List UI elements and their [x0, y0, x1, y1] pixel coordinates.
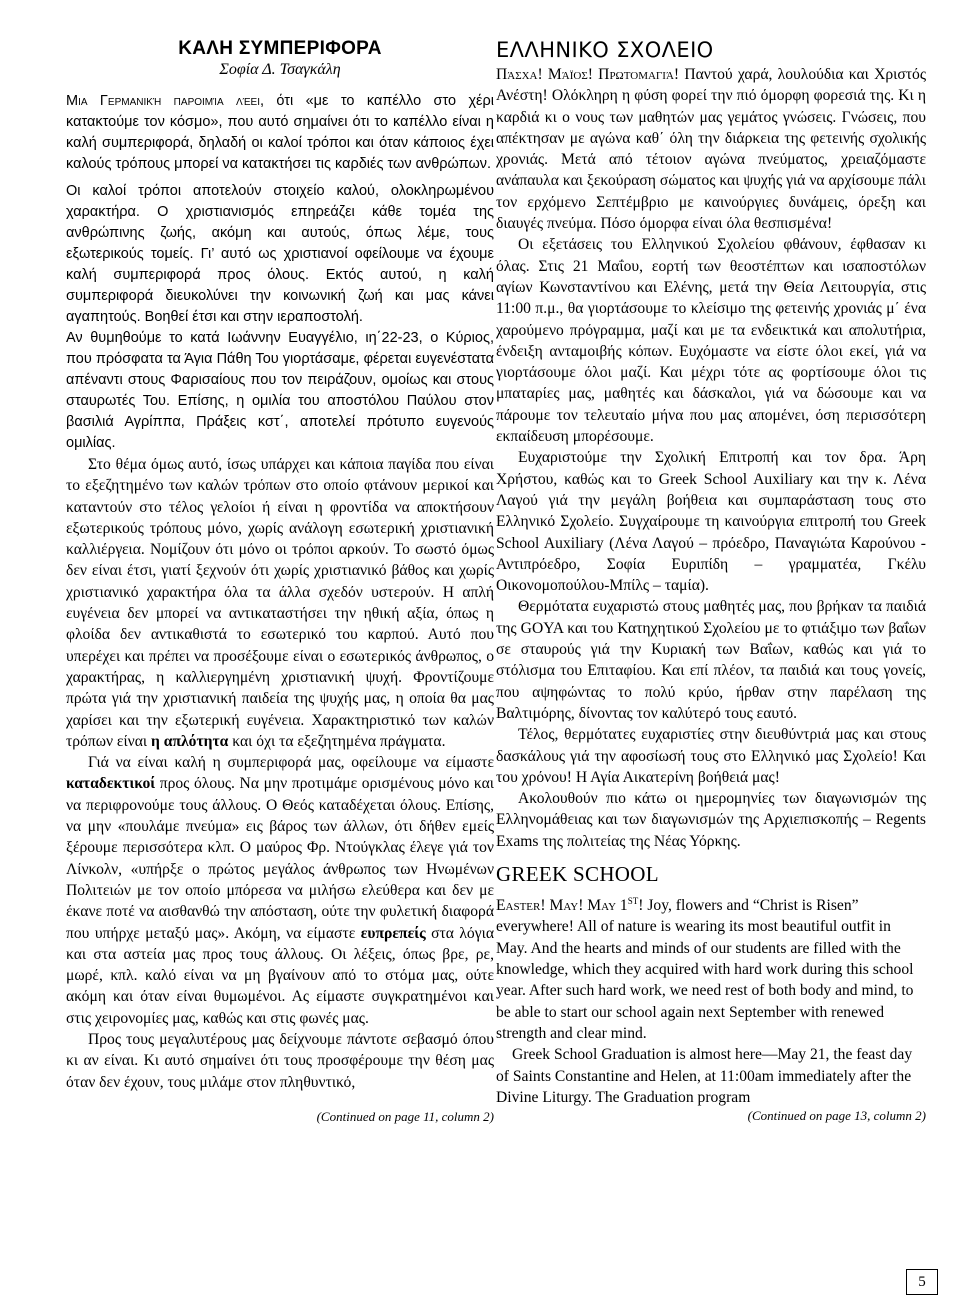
gr-paragraph-3: Ευχαριστούμε την Σχολική Επιτροπή και τον δρα. Άρη Χρήστου, καθώς και το Greek School Auxiliary και την κ. Λένα Λαγού γιά την μεγάλη βοήθεια και συμπαράσταση τους στο Ελληνικό Σχολείο. Συγχαίρουμε τη καινούργια επιτροπή του Greek School Auxiliary (Λένα Λαγού – πρόεδρο, Παναγιώτα Καρούνου - Αντιπρόεδρο, Σοφία Ευριπίδη – γραμματέα, Γκέλυ Οικονομοπούλου-Μπίλς – ταμία). [496, 449, 926, 595]
paragraph-5 [66, 752, 494, 1029]
gr-lead: Πάσχα! Μάϊος! Πρωτομαγιά! [496, 66, 680, 83]
p5-text-c: στα λόγια και στα αστεία μας προς τους άλλους. Οι λέξεις, όπως βρε, ρε, μωρέ, κπλ. καλό είναι να μη βγαίνουν από το στόμα μας, ούτε ακόμη και όταν είναι θυμωμένοι. Ας είμαστε συγκρατημένοι και στις χειρονομίες μας, καθώς και στις φωνές μας. [66, 924, 494, 1027]
en-paragraph-1 [496, 891, 926, 1044]
p5-bold-1: καταδεκτικοί [66, 775, 156, 793]
gr-p1-text: Παντού χαρά, λουλούδια και Χριστός Ανέστη! Ολόκληρη η φύση φορεί την πιό όμορφη φορεσιά της. Κι η καρδιά κι ο νους των μαθητών μας γεμάτος γνώσεις. Γνώσεις, που απέκτησαν με αγώνα καθ΄ όλη την διάρκεια της φετεινής σχολικής χρονιάς. Μετά από τέτοιον αγώνα πνεύματος, χρειαζόμαστε ανάπαυλα και ξεκούραση σώματος και ψυχής γιά να αρχίσουμε πάλι τον ερχόμενο Σεπτέμβριο με καινούργιες δυνάμεις, όρεξη και διαυγές πνεύμα. Πόσο όμορφα είναι όλα θεσπισμένα! [496, 66, 926, 233]
intro-lead: Μια Γερμανική παροιμία λέει [66, 93, 260, 109]
gr-paragraph-6: Ακολουθούν πιο κάτω οι ημερομηνίες των διαγωνισμών της Ελληνομάθειας και των διαγωνισμών της Αρχιεπισκοπής – Regents Exams της πολιτείας της Νέας Υόρκης. [496, 790, 926, 850]
paragraph-4 [66, 454, 494, 752]
gr-paragraph-4: Θερμότατα ευχαριστώ στους μαθητές μας, που βρήκαν τα παιδιά της GOYA και του Κατηχητικού Σχολείου με το φτιάξιμο των βαΐων σε σταυρούς γιά την Κυριακή των Βαΐων, καθώς και γιά το στόλισμα του Επιταφίου. Και επί πλέον, τα παιδιά και τους γονείς, που αψηφώντας το πολύ κρύο, ήρθαν στην παρέλαση της Βαλτιμόρης, δίνοντας τον καλύτερό τους εαυτό. [496, 598, 926, 722]
column-right [494, 22, 938, 1124]
en-lead: Easter! May! May 1 [496, 897, 628, 915]
paragraph-intro [66, 91, 494, 175]
p4-text-b: και όχι τα εξεζητημένα πράγματα. [228, 732, 446, 750]
continued-note-right: (Continued on page 13, column 2) [747, 1108, 926, 1124]
en-paragraph-2: Greek School Graduation is almost here—May 21, the feast day of Saints Constantine and Helen, at 11:00am immediately after the Divine Liturgy. The Graduation program [496, 1046, 913, 1106]
continued-note-left: (Continued on page 11, column 2) [316, 1108, 494, 1124]
paragraph-3: Αν θυμηθούμε το κατά Ιωάννην Ευαγγέλιο, ιη΄22-23, ο Κύριος, που πρόσφατα τα Άγια Πάθη Του γιορτάσαμε, φέρεται ευγενέστατα απέναντι στους Φαρισαίους που τον πειράζουν, ομοίως και στους σταυρωτές Του. Επίσης, η ομιλία του αποστόλου Παύλου στον βασιλιά Αγρίππα, Πράξεις κστ΄, αποτελεί πρότυπο ευγενούς ομιλίας. [66, 330, 494, 451]
p4-bold: η απλότητα [151, 732, 229, 750]
gr-paragraph-5: Τέλος, θερμότατες ευχαριστίες στην διευθύντριά μας και στους δασκάλους γιά την αφοσίωσή τους στο Ελληνικό μας Σχολείο! Και του χρόνου! Η Αγία Αικατερίνη βοήθειά μας! [496, 726, 926, 786]
p5-text-b: προς όλους. Να μην προτιμάμε ορισμένους μόνο και να περιφρονούμε τους άλλους. Ο Θεός καταδέχεται όλους. Επίσης, να μην «πουλάμε πνεύμα» εις βάρος των άλλων, ότι δήθεν εμείς ξέρουμε περισσότερα κλπ. Ο μαύρος Φρ. Ντούγκλας έλεγε γιά τον Λίνκολν, «υπήρξε ο πρώτος μεγάλος άνθρωπος των Ηνωμένων Πολιτειών με τον οποίο μπόρεσα να μιλήσω ελεύθερα και δεν με έκανε ποτέ να αισθανθώ την απόσταση, ούτε την φυλετική διαφορά που υπήρχε μεταξύ μας». Ακόμη, να είμαστε [66, 775, 494, 942]
en-sup: ST [627, 895, 639, 906]
greek-school-title-en: GREEK SCHOOL [496, 861, 659, 886]
p5-bold-2: ευπρεπείς [360, 924, 426, 942]
article-author: Σοφία Δ. Τσαγκάλη [219, 61, 341, 78]
paragraph-2: Οι καλοί τρόποι αποτελούν στοιχείο καλού, ολοκληρωμένου χαρακτήρα. Ο χριστιανισμός επηρεάζει κάθε τομέα της ανθρώπινης ζωής, ακόμη και αυτούς, όπως λέμε, τους εξωτερικούς τομείς. Γι’ αυτό ως χριστιανοί οφείλουμε να έχουμε καλή συμπεριφορά προς όλους. Εκτός αυτού, η καλή συμπεριφορά διευκολύνει την κοινωνική ζωή και μας κάνει αγαπητούς. Βοηθεί έτσι και στην ιεραποστολή. [66, 183, 494, 325]
p4-text-a: Στο θέμα όμως αυτό, ίσως υπάρχει και κάποια παγίδα που είναι το εξεζητημένο των καλών τρόπων στο οποίο φτάνουν μερικοί και καταντούν στο τέλος γελοίοι ή είναι η φροντίδα να αποκτήσουν εξωτερικούς τρόπους μόνο, χωρίς ανάλογη εσωτερική χριστιανική καλλιέργεια. Νομίζουν ότι μόνο οι τρόποι αρκούν. Το σωστό όμως δεν είναι έτσι, γιατί ξεχνούν ότι χωρίς χριστιανικό βάθος και χωρίς χριστιανικό χαρακτήρα όλα τα άλλα σχεδόν υστερούν. Η απλή ευγένεια δεν μπορεί να αντικαταστήσει την ηθική αξία, όπως η φλοίδα δεν αντικαθιστά το εσωτερικό του καρπού. Αυτό που υπερέχει και πρέπει να προσέξουμε είναι ο εσωτερικός άνθρωπος, ο χαρακτήρας, η καλλιεργημένη χριστιανική ψυχή. Φροντίζουμε πρώτα γιά την χριστιανική παιδεία της ψυχής μας, η οποία θα μας χαρίσει και την εξωτερική ευγένεια. Χαρακτηριστικό των καλών τρόπων είναι [66, 456, 494, 750]
greek-school-title-gr: ΕΛΛΗΝΙΚΟ ΣΧΟΛΕΙΟ [496, 38, 714, 62]
intro-text: , ότι «με το καπέλλο στο χέρι κατακτούμε τον κόσμο», που αυτό σημαίνει ότι το καπέλλο είναι η καλή συμπεριφορά, δηλαδή οι καλοί τρόποι και όταν κάποιος έχει καλούς τρόπους μπορεί να κατακτήσει τις καρδιές των ανθρώπων. [66, 93, 494, 172]
page-number: 5 [906, 1269, 938, 1295]
article-title: ΚΑΛΗ ΣΥΜΠΕΡΙΦΟΡΑ [178, 38, 382, 59]
paragraph-6: Προς τους μεγαλυτέρους μας δείχνουμε πάντοτε σεβασμό όπου κι αν είναι. Κι αυτό σημαίνει ότι τους προσφέρουμε την θέση μας όταν δεν έχουν, τους μιλάμε στον πληθυντικό, [66, 1031, 494, 1091]
column-left [66, 22, 494, 1125]
gr-paragraph-1 [496, 64, 926, 234]
gr-paragraph-2: Οι εξετάσεις του Ελληνικού Σχολείου φθάνουν, έφθασαν κι όλας. Στις 21 Μαΐου, εορτή των θεοστέπτων και ισαποστόλων αγίων Κωνσταντίνου και Ελένης, μετά την Θεία Λειτουργία, στις 11:00 π.μ., θα γιορτάσουμε το κλείσιμο της φετεινής χρονιάς μ΄ ένα χαρούμενο πρόγραμμα, μαζί και με τα ενδεικτικά και απολυτήρια, ένδειξη ανταμοιβής κόπων. Ευχόμαστε να είστε όλοι εκεί, γιά να γιορτάσουμε όλοι μαζί. Και μέχρι τότε ας φορτίσουμε όλοι τις μπαταρίες μας, μαθητές και δάσκαλοι, γιά να δώσουμε και να πάρουμε τον τελευταίο μήνα που μας απομένει, όση περισσότερη εκπαίδευση μπορέσουμε. [496, 236, 926, 446]
en-p1-text: ! Joy, flowers and “Christ is Risen” everywhere! All of nature is wearing its most beautiful outfit in May. And the hearts and minds of our students are filled with the knowledge, which they acquired with hard work during this school year. After such hard work, we need rest of both body and mind, to be able to start our school again next September with renewed strength and clear mind. [496, 897, 914, 1042]
p5-text-a: Γιά να είναι καλή η συμπεριφορά μας, οφείλουμε να είμαστε [88, 754, 494, 772]
newsletter-page [26, 22, 938, 1272]
